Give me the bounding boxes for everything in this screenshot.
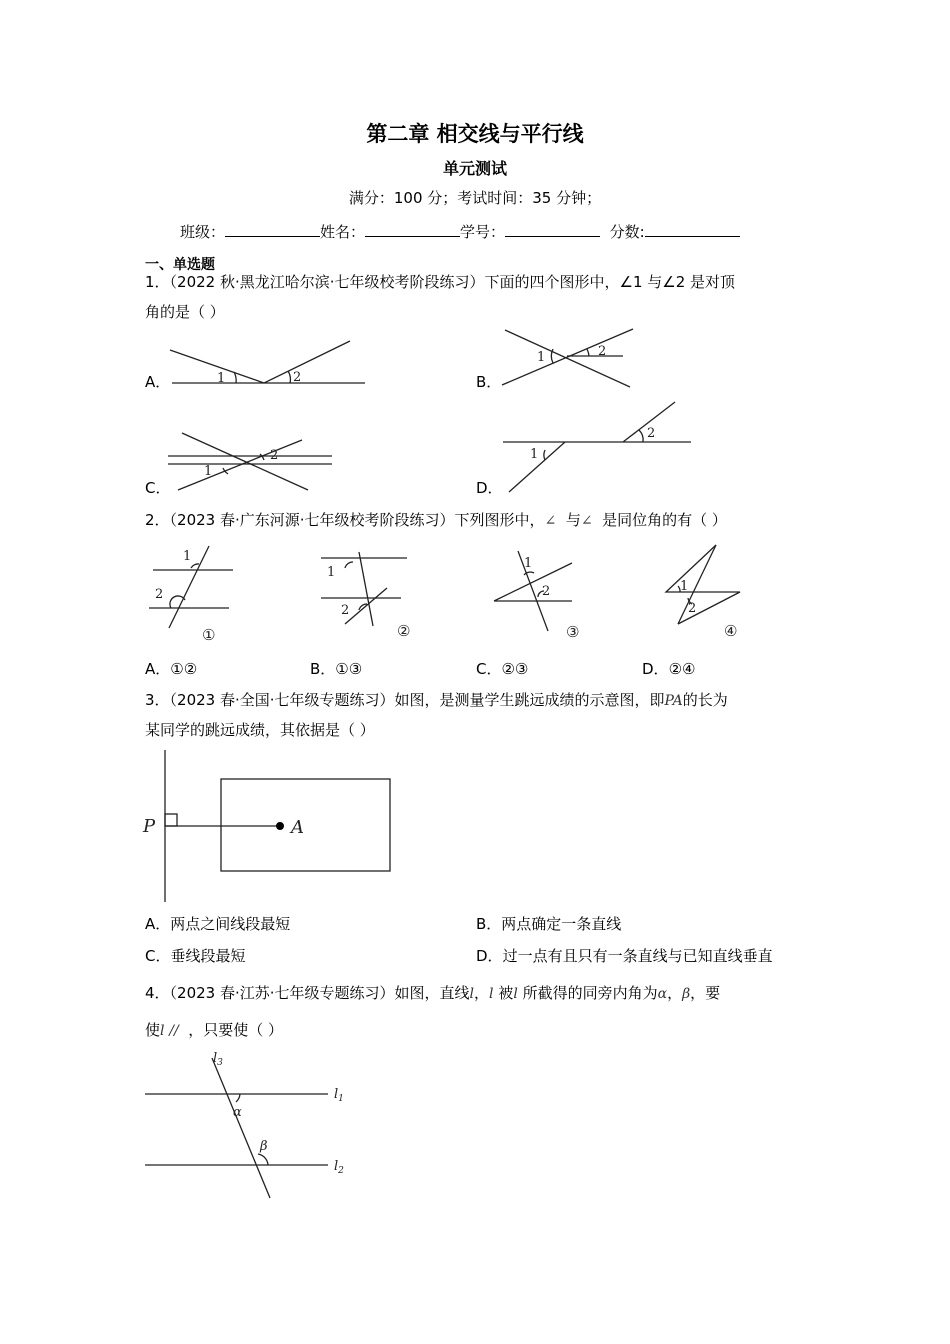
q2f2-label-2: 2 [341,603,350,618]
q2-figure-2 [315,548,425,643]
q3-label-p: P [143,816,156,837]
q4-line-l-a: l [469,986,475,1002]
q2-angle-2: ∠ [580,513,593,529]
q2-option-d-letter: D． [642,660,669,678]
q2-figure-3 [490,545,600,643]
q2f1-label-2: 2 [155,587,164,602]
q3-option-c[interactable] [145,946,246,966]
q4-label-l3-sub: 3 [217,1058,223,1068]
q1a-label-2: 2 [293,370,302,385]
q3-option-d[interactable] [476,946,773,966]
q2f3-oblique [494,563,572,601]
id-label: 学号： [460,223,506,241]
q1-text-line1: 1．（2022 秋·黑龙江哈尔滨·七年级校考阶段练习）下面的四个图形中，∠1 与∠2 是对顶 [145,273,736,291]
q2f1-label-1: 1 [183,549,192,564]
q2-text-prefix: 2．（2023 春·广东河源·七年级校考阶段练习）下列图形中， [145,511,545,529]
q3-option-b-letter: B． [476,915,502,933]
q4-comma-1: ， [474,984,490,1002]
q2-option-a-text: ①② [170,660,198,678]
q4-text-bei: 被 [498,984,514,1002]
exam-meta: 满分：100 分；考试时间：35 分钟； [348,189,602,207]
q1b-arc-2 [587,349,589,356]
q3-text-line2: 某同学的跳远成绩，其依据是（ ） [145,721,375,739]
q4-line-l-b: l [489,986,494,1002]
q1-figure-b [495,325,645,395]
q4-text-mid: 所截得的同旁内角为 [522,984,658,1002]
q1b-arc-1 [551,349,553,363]
q3-option-c-text: 垂线段最短 [170,947,246,965]
q3-option-b[interactable] [476,914,621,934]
q2f4-label-1: 1 [680,579,689,594]
q2-option-b-letter: B． [310,660,336,678]
q4-label-l2-letter: l [334,1159,339,1174]
q2f1-number: ① [202,626,216,644]
q4-label-l3 [213,1051,223,1068]
q4-text-suffix: ，要 [690,984,721,1002]
q4-label-beta: β [260,1139,268,1154]
q2f4-label-2: 2 [688,601,697,616]
section-title: 一、单选题 [145,257,215,273]
q1-option-c[interactable]: C． [145,479,171,497]
q2-figure-4 [660,540,770,643]
q2-text-suffix: 是同位角的有（ ） [602,511,727,529]
q2-text-mid: 与 [565,511,581,529]
q3-right-angle-mark [165,814,177,826]
q2f3-label-1: 1 [524,556,533,571]
q4-line-l-c: l [513,986,518,1002]
q3-text-prefix: 3．（2023 春·全国·七年级专题练习）如图，是测量学生跳远成绩的示意图，即 [145,691,665,709]
q4-text-line2-suffix: ，只要使（ ） [188,1021,284,1039]
q2-option-c-letter: C． [476,660,502,678]
q2f4-zigzag [666,545,740,624]
name-label: 姓名： [320,223,366,241]
q1c-label-2: 2 [270,448,279,463]
q2-figure-1 [145,540,245,645]
q1a-label-1: 1 [217,371,226,386]
q3-label-a: A [291,817,304,838]
q1a-line-right [264,341,350,383]
q2-option-a[interactable] [145,659,197,679]
q4-line-l3 [212,1058,270,1198]
q2-angle-1: ∠ [544,513,557,529]
q4-figure [140,1048,360,1203]
q3-option-b-text: 两点确定一条直线 [501,915,622,933]
q2-option-b[interactable] [310,659,362,679]
score-label: 分数: [609,223,645,241]
q3-option-a-letter: A． [145,915,171,933]
q3-text-line1 [145,690,728,711]
q1-option-b[interactable]: B． [476,373,502,391]
q4-label-l3-letter: l [213,1051,218,1066]
q4-label-l2-sub: 2 [338,1166,344,1176]
q2f2-transversal-2 [345,588,387,624]
q1c-label-1: 1 [204,464,213,479]
page-subtitle: 单元测试 [442,159,507,178]
q4-label-l1-letter: l [334,1087,339,1102]
q2f4-number: ④ [724,622,738,640]
q2f2-number: ② [397,622,411,640]
q4-text-line1 [145,983,720,1004]
q4-text-prefix: 4．（2023 春·江苏·七年级专题练习）如图，直线 [145,984,470,1002]
q4-beta: β [682,986,691,1002]
q1d-label-2: 2 [647,426,656,441]
q1b-label-2: 2 [598,344,607,359]
q2f3-number: ③ [566,623,580,641]
q4-text-line2 [145,1020,283,1041]
info-line [180,220,740,242]
q2f2-arc-1 [345,562,353,568]
q1-option-d[interactable]: D． [476,479,503,497]
q3-option-d-text: 过一点有且只有一条直线与已知直线垂直 [502,947,773,965]
q4-alpha: α [657,986,668,1002]
q2f1-arc-1 [191,564,199,568]
q1b-label-1: 1 [537,350,546,365]
id-blank[interactable] [505,220,600,237]
q3-sandpit-rect [221,779,390,871]
q1-figure-c [160,428,350,498]
q3-figure [140,748,400,904]
q4-label-l2 [334,1159,344,1176]
q1d-arc-1 [544,450,545,460]
q1c-line-2 [178,440,302,490]
q1d-arc-2 [639,430,643,442]
q1-option-a[interactable]: A． [145,373,171,391]
q4-arc-alpha [236,1094,240,1102]
q3-text-suffix: 的长为 [682,691,728,709]
class-blank[interactable] [225,220,320,237]
q1d-label-1: 1 [530,447,539,462]
q2-option-c[interactable] [476,659,528,679]
q3-option-a-text: 两点之间线段最短 [170,915,291,933]
q4-label-alpha: α [233,1105,242,1120]
q4-line-l-d: l [160,1023,165,1039]
q3-option-d-letter: D． [476,947,503,965]
q4-label-l1-sub: 1 [338,1094,344,1104]
q2-option-b-text: ①③ [335,660,363,678]
q1a-arc-2 [288,371,290,383]
q4-comma-2: ， [667,984,683,1002]
q1-text-line2: 角的是（ ） [145,303,225,321]
q3-point-a [277,823,284,830]
q2-option-d-text: ②④ [668,660,696,678]
q2-option-d[interactable] [642,659,695,679]
q3-option-c-letter: C． [145,947,171,965]
q2f1-arc-2 [170,596,185,608]
q3-option-a[interactable] [145,914,290,934]
q3-pa: PA [664,693,683,709]
class-label: 班级： [180,223,226,241]
q4-parallel-symbol: // [169,1023,179,1039]
q2f3-label-2: 2 [542,584,551,599]
q2-text [145,510,727,531]
score-blank[interactable] [645,220,740,237]
q4-text-line2-prefix: 使 [145,1021,161,1039]
q4-label-l1 [334,1087,344,1104]
q4-arc-beta [258,1154,268,1165]
q2f2-transversal-1 [359,552,373,626]
q1-figure-a [160,335,380,395]
q1-figure-d [495,398,705,498]
page-title: 第二章 相交线与平行线 [366,122,584,146]
q2-option-a-letter: A． [145,660,171,678]
q2f2-label-1: 1 [327,565,336,580]
q2-option-c-text: ②③ [501,660,529,678]
name-blank[interactable] [365,220,460,237]
